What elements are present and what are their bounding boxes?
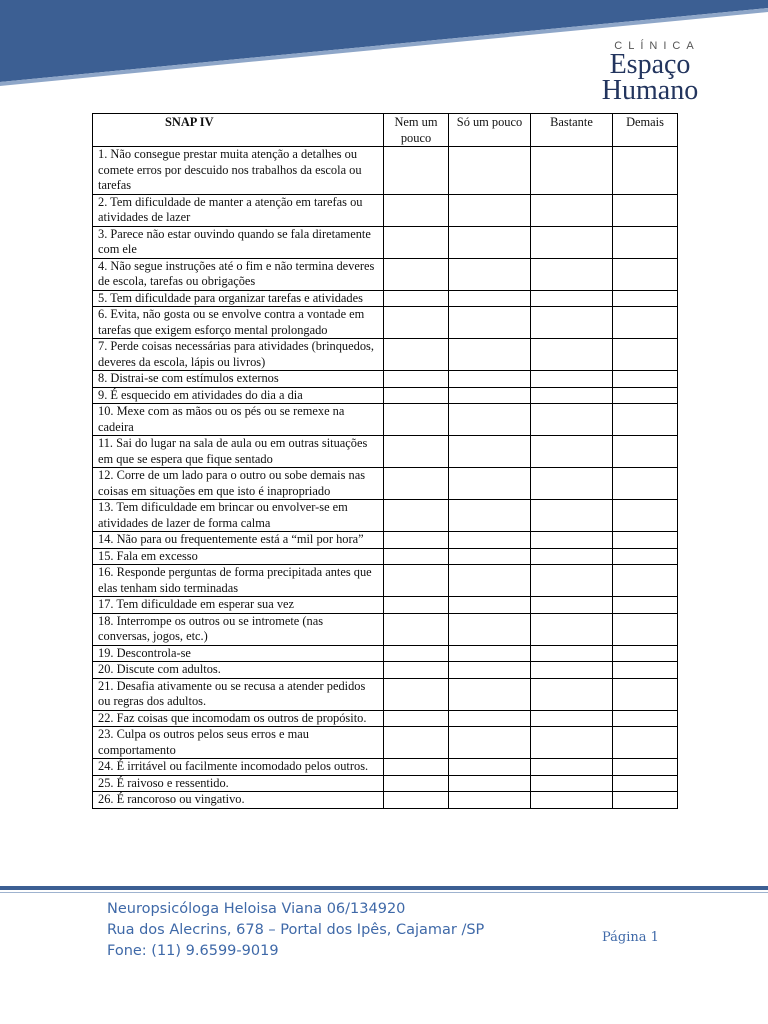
answer-cell-bastante[interactable] <box>531 597 613 614</box>
footer-contact <box>107 899 484 962</box>
answer-cell-so-um-pouco[interactable] <box>449 597 531 614</box>
answer-cell-demais[interactable] <box>613 759 678 776</box>
answer-cell-so-um-pouco[interactable] <box>449 548 531 565</box>
answer-cell-so-um-pouco[interactable] <box>449 339 531 371</box>
answer-cell-so-um-pouco[interactable] <box>449 613 531 645</box>
answer-cell-bastante[interactable] <box>531 565 613 597</box>
item-text: 1. Não consegue prestar muita atenção a detalhes ou comete erros por descuido nos trabalhos da escola ou tarefas <box>93 147 384 195</box>
answer-cell-demais[interactable] <box>613 468 678 500</box>
answer-cell-demais[interactable] <box>613 371 678 388</box>
answer-cell-demais[interactable] <box>613 678 678 710</box>
answer-cell-bastante[interactable] <box>531 775 613 792</box>
answer-cell-demais[interactable] <box>613 727 678 759</box>
table-row <box>93 339 678 371</box>
item-text: 19. Descontrola-se <box>93 645 384 662</box>
answer-cell-demais[interactable] <box>613 500 678 532</box>
item-text: 12. Corre de um lado para o outro ou sobe demais nas coisas em situações em que isto é inapropriado <box>93 468 384 500</box>
answer-cell-demais[interactable] <box>613 597 678 614</box>
answer-cell-bastante[interactable] <box>531 404 613 436</box>
answer-cell-so-um-pouco[interactable] <box>449 436 531 468</box>
answer-cell-bastante[interactable] <box>531 147 613 195</box>
answer-cell-nem-um-pouco[interactable] <box>384 194 449 226</box>
answer-cell-demais[interactable] <box>613 645 678 662</box>
footer-divider <box>0 886 768 893</box>
item-text: 15. Fala em excesso <box>93 548 384 565</box>
table-row <box>93 759 678 776</box>
header-nem-um-pouco: Nem um pouco <box>384 114 449 147</box>
answer-cell-nem-um-pouco[interactable] <box>384 371 449 388</box>
footer-address: Rua dos Alecrins, 678 – Portal dos Ipês, Cajamar /SP <box>107 922 485 938</box>
answer-cell-bastante[interactable] <box>531 371 613 388</box>
item-text: 21. Desafia ativamente ou se recusa a atender pedidos ou regras dos adultos. <box>93 678 384 710</box>
answer-cell-bastante[interactable] <box>531 727 613 759</box>
item-text: 14. Não para ou frequentemente está a “mil por hora” <box>93 532 384 549</box>
answer-cell-bastante[interactable] <box>531 662 613 679</box>
table-row <box>93 387 678 404</box>
answer-cell-bastante[interactable] <box>531 678 613 710</box>
answer-cell-bastante[interactable] <box>531 710 613 727</box>
table-row <box>93 147 678 195</box>
table-row <box>93 662 678 679</box>
answer-cell-bastante[interactable] <box>531 290 613 307</box>
answer-cell-demais[interactable] <box>613 387 678 404</box>
item-text: 16. Responde perguntas de forma precipitada antes que elas tenham sido terminadas <box>93 565 384 597</box>
table-row <box>93 194 678 226</box>
answer-cell-demais[interactable] <box>613 532 678 549</box>
answer-cell-so-um-pouco[interactable] <box>449 290 531 307</box>
logo-espaco-text: Espaço <box>609 49 691 80</box>
answer-cell-so-um-pouco[interactable] <box>449 662 531 679</box>
answer-cell-so-um-pouco[interactable] <box>449 226 531 258</box>
answer-cell-nem-um-pouco[interactable] <box>384 548 449 565</box>
answer-cell-so-um-pouco[interactable] <box>449 500 531 532</box>
answer-cell-nem-um-pouco[interactable] <box>384 387 449 404</box>
answer-cell-bastante[interactable] <box>531 532 613 549</box>
item-text: 22. Faz coisas que incomodam os outros de propósito. <box>93 710 384 727</box>
answer-cell-demais[interactable] <box>613 194 678 226</box>
answer-cell-so-um-pouco[interactable] <box>449 565 531 597</box>
answer-cell-demais[interactable] <box>613 436 678 468</box>
table-row <box>93 404 678 436</box>
answer-cell-demais[interactable] <box>613 613 678 645</box>
answer-cell-bastante[interactable] <box>531 194 613 226</box>
answer-cell-bastante[interactable] <box>531 500 613 532</box>
item-text: 8. Distrai-se com estímulos externos <box>93 371 384 388</box>
answer-cell-so-um-pouco[interactable] <box>449 371 531 388</box>
item-text: 24. É irritável ou facilmente incomodado pelos outros. <box>93 759 384 776</box>
header-bastante: Bastante <box>531 114 613 147</box>
answer-cell-so-um-pouco[interactable] <box>449 775 531 792</box>
answer-cell-demais[interactable] <box>613 226 678 258</box>
answer-cell-bastante[interactable] <box>531 468 613 500</box>
answer-cell-nem-um-pouco[interactable] <box>384 468 449 500</box>
answer-cell-nem-um-pouco[interactable] <box>384 532 449 549</box>
logo-humano-text: Humano <box>601 75 699 106</box>
item-text: 6. Evita, não gosta ou se envolve contra a vontade em tarefas que exigem esforço mental prolongado <box>93 307 384 339</box>
answer-cell-demais[interactable] <box>613 548 678 565</box>
table-row <box>93 500 678 532</box>
answer-cell-so-um-pouco[interactable] <box>449 147 531 195</box>
answer-cell-bastante[interactable] <box>531 792 613 809</box>
answer-cell-nem-um-pouco[interactable] <box>384 710 449 727</box>
table-row <box>93 645 678 662</box>
item-text: 17. Tem dificuldade em esperar sua vez <box>93 597 384 614</box>
clinic-logo <box>585 40 715 104</box>
answer-cell-bastante[interactable] <box>531 307 613 339</box>
answer-cell-nem-um-pouco[interactable] <box>384 792 449 809</box>
table-row <box>93 258 678 290</box>
answer-cell-so-um-pouco[interactable] <box>449 645 531 662</box>
answer-cell-so-um-pouco[interactable] <box>449 307 531 339</box>
answer-cell-nem-um-pouco[interactable] <box>384 339 449 371</box>
answer-cell-demais[interactable] <box>613 792 678 809</box>
item-text: 13. Tem dificuldade em brincar ou envolver-se em atividades de lazer de forma calma <box>93 500 384 532</box>
answer-cell-nem-um-pouco[interactable] <box>384 290 449 307</box>
answer-cell-so-um-pouco[interactable] <box>449 678 531 710</box>
answer-cell-demais[interactable] <box>613 662 678 679</box>
snap-iv-table <box>92 113 678 809</box>
table-row <box>93 792 678 809</box>
answer-cell-nem-um-pouco[interactable] <box>384 645 449 662</box>
table-row <box>93 290 678 307</box>
table-row <box>93 371 678 388</box>
answer-cell-nem-um-pouco[interactable] <box>384 775 449 792</box>
answer-cell-demais[interactable] <box>613 258 678 290</box>
item-text: 25. É raivoso e ressentido. <box>93 775 384 792</box>
answer-cell-nem-um-pouco[interactable] <box>384 436 449 468</box>
answer-cell-so-um-pouco[interactable] <box>449 404 531 436</box>
item-text: 10. Mexe com as mãos ou os pés ou se remexe na cadeira <box>93 404 384 436</box>
item-text: 7. Perde coisas necessárias para atividades (brinquedos, deveres da escola, lápis ou livros) <box>93 339 384 371</box>
table-row <box>93 548 678 565</box>
footer-professional: Neuropsicóloga Heloisa Viana 06/134920 <box>107 901 406 917</box>
header-demais: Demais <box>613 114 678 147</box>
table-row <box>93 226 678 258</box>
table-row <box>93 613 678 645</box>
table-row <box>93 565 678 597</box>
answer-cell-demais[interactable] <box>613 775 678 792</box>
answer-cell-so-um-pouco[interactable] <box>449 727 531 759</box>
item-text: 20. Discute com adultos. <box>93 662 384 679</box>
footer-phone: Fone: (11) 9.6599-9019 <box>107 943 279 959</box>
item-text: 18. Interrompe os outros ou se intromete (nas conversas, jogos, etc.) <box>93 613 384 645</box>
answer-cell-bastante[interactable] <box>531 548 613 565</box>
answer-cell-nem-um-pouco[interactable] <box>384 759 449 776</box>
table-row <box>93 436 678 468</box>
answer-cell-demais[interactable] <box>613 147 678 195</box>
answer-cell-nem-um-pouco[interactable] <box>384 147 449 195</box>
answer-cell-demais[interactable] <box>613 565 678 597</box>
answer-cell-so-um-pouco[interactable] <box>449 468 531 500</box>
answer-cell-bastante[interactable] <box>531 258 613 290</box>
table-row <box>93 710 678 727</box>
answer-cell-so-um-pouco[interactable] <box>449 759 531 776</box>
item-text: 5. Tem dificuldade para organizar tarefas e atividades <box>93 290 384 307</box>
answer-cell-bastante[interactable] <box>531 387 613 404</box>
answer-cell-nem-um-pouco[interactable] <box>384 404 449 436</box>
header-so-um-pouco: Só um pouco <box>449 114 531 147</box>
table-row <box>93 307 678 339</box>
item-text: 11. Sai do lugar na sala de aula ou em outras situações em que se espera que fique sentado <box>93 436 384 468</box>
answer-cell-bastante[interactable] <box>531 339 613 371</box>
answer-cell-demais[interactable] <box>613 404 678 436</box>
answer-cell-bastante[interactable] <box>531 645 613 662</box>
answer-cell-nem-um-pouco[interactable] <box>384 678 449 710</box>
item-text: 4. Não segue instruções até o fim e não termina deveres de escola, tarefas ou obrigações <box>93 258 384 290</box>
table-row <box>93 678 678 710</box>
table-header-row <box>93 114 678 147</box>
answer-cell-nem-um-pouco[interactable] <box>384 597 449 614</box>
answer-cell-so-um-pouco[interactable] <box>449 710 531 727</box>
answer-cell-nem-um-pouco[interactable] <box>384 613 449 645</box>
item-text: 3. Parece não estar ouvindo quando se fala diretamente com ele <box>93 226 384 258</box>
answer-cell-nem-um-pouco[interactable] <box>384 500 449 532</box>
item-text: 23. Culpa os outros pelos seus erros e mau comportamento <box>93 727 384 759</box>
answer-cell-demais[interactable] <box>613 290 678 307</box>
answer-cell-so-um-pouco[interactable] <box>449 258 531 290</box>
page-number: Página 1 <box>602 930 659 945</box>
answer-cell-bastante[interactable] <box>531 436 613 468</box>
table-row <box>93 597 678 614</box>
table-row <box>93 727 678 759</box>
answer-cell-nem-um-pouco[interactable] <box>384 565 449 597</box>
item-text: 2. Tem dificuldade de manter a atenção em tarefas ou atividades de lazer <box>93 194 384 226</box>
answer-cell-so-um-pouco[interactable] <box>449 194 531 226</box>
answer-cell-so-um-pouco[interactable] <box>449 532 531 549</box>
answer-cell-nem-um-pouco[interactable] <box>384 727 449 759</box>
answer-cell-so-um-pouco[interactable] <box>449 792 531 809</box>
item-text: 9. É esquecido em atividades do dia a dia <box>93 387 384 404</box>
answer-cell-so-um-pouco[interactable] <box>449 387 531 404</box>
table-row <box>93 532 678 549</box>
table-row <box>93 468 678 500</box>
header-snap-iv: SNAP IV <box>93 114 384 147</box>
logo-clinica-text: CLÍNICA <box>614 40 700 52</box>
answer-cell-bastante[interactable] <box>531 226 613 258</box>
answer-cell-demais[interactable] <box>613 307 678 339</box>
answer-cell-demais[interactable] <box>613 710 678 727</box>
item-text: 26. É rancoroso ou vingativo. <box>93 792 384 809</box>
answer-cell-bastante[interactable] <box>531 613 613 645</box>
answer-cell-nem-um-pouco[interactable] <box>384 662 449 679</box>
answer-cell-demais[interactable] <box>613 339 678 371</box>
answer-cell-nem-um-pouco[interactable] <box>384 226 449 258</box>
table-row <box>93 775 678 792</box>
answer-cell-nem-um-pouco[interactable] <box>384 307 449 339</box>
answer-cell-nem-um-pouco[interactable] <box>384 258 449 290</box>
answer-cell-bastante[interactable] <box>531 759 613 776</box>
